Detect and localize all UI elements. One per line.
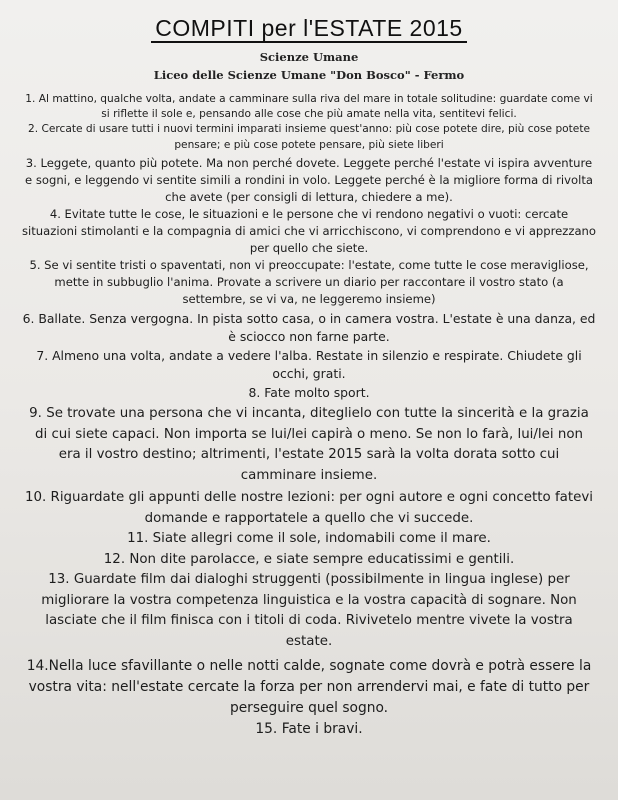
list-item-2: 2. Cercate di usare tutti i nuovi termini imparati insieme quest'anno: più cose potete dire, più cose potete pensare; e più cose potete pensare, più siete liberi <box>28 123 590 151</box>
list-item-6: 6. Ballate. Senza vergogna. In pista sotto casa, o in camera vostra. L'estate è una danza, ed è sciocco non farne parte. <box>22 310 596 345</box>
list-item-12: 12. Non dite parolacce, e siate sempre educatissimi e gentili. <box>103 551 515 567</box>
page-title-text: COMPITI per l'ESTATE 2015 <box>151 15 466 43</box>
list-item-14: 14.Nella luce sfavillante o nelle notti calde, sognate come dovrà e potrà essere la vostra vita: nell'estate cercate la forza per non arrendervi mai, e fate di tutto per perseguire quel sogno. <box>26 658 592 717</box>
list-item-13: 13. Guardate film dai dialoghi struggenti (possibilmente in lingua inglese) per migliorare la vostra competenza linguistica e la vostra capacità di sognare. Non lasciate che il film finisca con i titoli di coda. Rivivetelo mentre vivete la vostra estate. <box>41 572 577 649</box>
list-item-7: 7. Almeno una volta, andate a vedere l'alba. Restate in silenzio e respirate. Chiudete gli occhi, grati. <box>36 347 582 382</box>
list-item-3: 3. Leggete, quanto più potete. Ma non perché dovete. Leggete perché l'estate vi ispira avventure e sogni, e leggendo vi sentite simili a rondini in volo. Leggete perché è la migliore forma di rivolta che avete (per consigli di lettura, chiedere a me). <box>25 155 593 204</box>
list-item-5: 5. Se vi sentite tristi o spaventati, non vi preoccupate: l'estate, come tutte le cose meravigliose, mette in subbuglio l'anima. Provate a scrivere un diario per raccontare il vostro stato (a settembre, se vi va, ne leggeremo insieme) <box>29 257 589 306</box>
list-item-11: 11. Siate allegri come il sole, indomabili come il mare. <box>127 531 491 547</box>
list-item-15: 15. Fate i bravi. <box>255 721 363 738</box>
list-item-10: 10. Riguardate gli appunti delle nostre lezioni: per ogni autore e ogni concetto fatevi domande e rapportatele a quello che vi succede. <box>24 490 594 526</box>
subject-heading: Scienze Umane <box>259 50 359 64</box>
list-item-4: 4. Evitate tutte le cose, le situazioni e le persone che vi rendono negativi o vuoti: cercate situazioni stimolanti e la compagnia di amici che vi arricchiscono, vi comprendono e vi apprezzano per quello che siete. <box>22 206 597 255</box>
page-title <box>0 14 618 42</box>
list-item-8: 8. Fate molto sport. <box>248 384 370 400</box>
school-heading: Liceo delle Scienze Umane "Don Bosco" - Fermo <box>153 68 465 82</box>
list-item-9: 9. Se trovate una persona che vi incanta, diteglielo con tutte la sincerità e la grazia di cui siete capaci. Non importa se lui/lei capirà o meno. Se non lo farà, lui/lei non era il vostro destino; altrimenti, l'estate 2015 sarà la volta dorata sotto cui camminare insieme. <box>29 406 589 483</box>
task-list <box>22 92 596 740</box>
list-item-1: 1. Al mattino, qualche volta, andate a camminare sulla riva del mare in totale solitudine: guardate come vi si riflette il sole e, pensando alle cose che più amate nella vita, sentitevi felici. <box>25 93 593 121</box>
